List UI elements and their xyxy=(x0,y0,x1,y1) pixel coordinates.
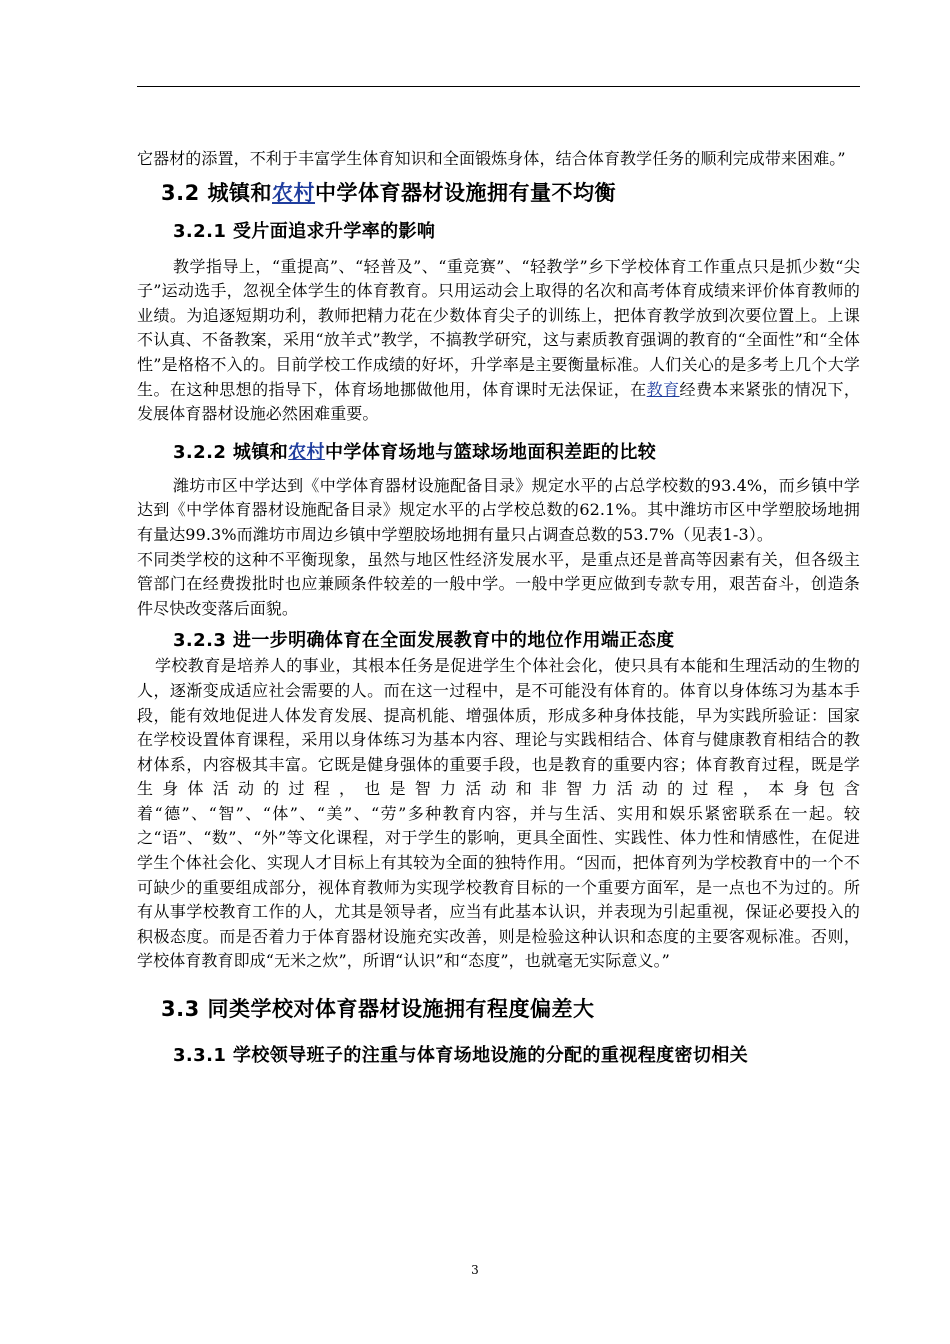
section-3-2-text-pre: 3.2 城镇和 xyxy=(161,180,273,205)
paragraph-3-2-1-pre: 教学指导上，“重提高”、“轻普及”、“重竞赛”、“轻教学”乡下学校体育工作重点只是抓少数“尖子”运动选手，忽视全体学生的体育教育。只用运动会上取得的名次和高考体育成绩来评价体育教师的业绩。为追逐短期功利，教师把精力花在少数体育尖子的训练上，把体育教学放到次要位置上。上课不认真、不备教案，采用“放羊式”教学，不搞教学研究，这与素质教育强调的教育的“全面性”和“全体性”是格格不入的。目前学校工作成绩的好坏，升学率是主要衡量标准。人们关心的是多考上几个大学生。在这种思想的指导下，体育场地挪做他用，体育课时无法保证，在 xyxy=(137,256,860,399)
intro-paragraph: 它器材的添置，不利于丰富学生体育知识和全面锻炼身体，结合体育教学任务的顺利完成带来困难。” xyxy=(137,149,846,168)
subsection-3-2-2-pre: 3.2.2 城镇和 xyxy=(173,441,289,463)
subsection-3-2-2-post: 中学体育场地与篮球场地面积差距的比较 xyxy=(324,441,657,463)
header-rule xyxy=(137,86,860,87)
link-rural-2[interactable]: 农村 xyxy=(288,441,325,463)
section-heading-3-2 xyxy=(137,178,860,208)
link-education[interactable]: 教育 xyxy=(646,379,680,399)
link-rural[interactable]: 农村 xyxy=(272,180,316,205)
subsection-heading-3-2-2 xyxy=(137,439,860,466)
subsection-heading-3-3-1: 3.3.1 学校领导班子的注重与体育场地设施的分配的重视程度密切相关 xyxy=(173,1045,749,1067)
page-number: 3 xyxy=(471,1263,479,1277)
paragraph-3-2-1 xyxy=(137,255,860,427)
section-heading-3-3: 3.3 同类学校对体育器材设施拥有程度偏差大 xyxy=(161,997,595,1022)
paragraph-3-2-2a: 潍坊市区中学达到《中学体育器材设施配备目录》规定水平的占总学校数的93.4%，而乡镇中学达到《中学体育器材设施配备目录》规定水平的占学校总数的62.1%。其中潍坊市区中学塑胶场地拥有量达99.3%而潍坊市周边乡镇中学塑胶场地拥有量只占调查总数的53.7%（见表1-3）。 xyxy=(137,475,860,544)
paragraph-3-2-3: 学校教育是培养人的事业，其根本任务是促进学生个体社会化，使只具有本能和生理活动的生物的人，逐渐变成适应社会需要的人。而在这一过程中，是不可能没有体育的。体育以身体练习为基本手段，能有效地促进人体发育发展、提高机能、增强体质，形成多种身体技能，早为实践所验证：国家在学校设置体育课程，采用以身体练习为基本内容、理论与实践相结合、体育与健康教育相结合的教材体系，内容极其丰富。它既是健身强体的重要手段，也是教育的重要内容；体育教育过程，既是学生身体活动的过程，也是智力活动和非智力活动的过程，本身包含着“德”、“智”、“体”、“美”、“劳”多种教育内容，并与生活、实用和娱乐紧密联系在一起。较之“语”、“数”、“外”等文化课程，对于学生的影响，更具全面性、实践性、体力性和情感性，在促进学生个体社会化、实现人才目标上有其较为全面的独特作用。“因而，把体育列为学校教育中的一个不可缺少的重要组成部分，视体育教师为实现学校教育目标的一个重要方面军，是一点也不为过的。所有从事学校教育工作的人，尤其是领导者，应当有此基本认识，并表现为引起重视，保证必要投入的积极态度。而是否着力于体育器材设施充实改善，则是检验这种认识和态度的主要客观标准。否则，学校体育教育即成“无米之炊”，所谓“认识”和“态度”，也就毫无实际意义。” xyxy=(137,656,860,971)
subsection-heading-3-2-3: 3.2.3 进一步明确体育在全面发展教育中的地位作用端正态度 xyxy=(173,630,675,652)
paragraph-3-2-2b: 不同类学校的这种不平衡现象，虽然与地区性经济发展水平，是重点还是普高等因素有关，但各级主管部门在经费拨批时也应兼顾条件较差的一般中学。一般中学更应做到专款专用，艰苦奋斗，创造条件尽快改变落后面貌。 xyxy=(137,549,860,618)
document-body xyxy=(137,147,860,1070)
section-3-2-text-post: 中学体育器材设施拥有量不均衡 xyxy=(315,180,617,205)
paragraph-3-2-1-post: 经费本来紧张的情况下，发展体育器材设施必然困难重要。 xyxy=(137,379,861,424)
subsection-heading-3-2-1: 3.2.1 受片面追求升学率的影响 xyxy=(173,220,436,242)
